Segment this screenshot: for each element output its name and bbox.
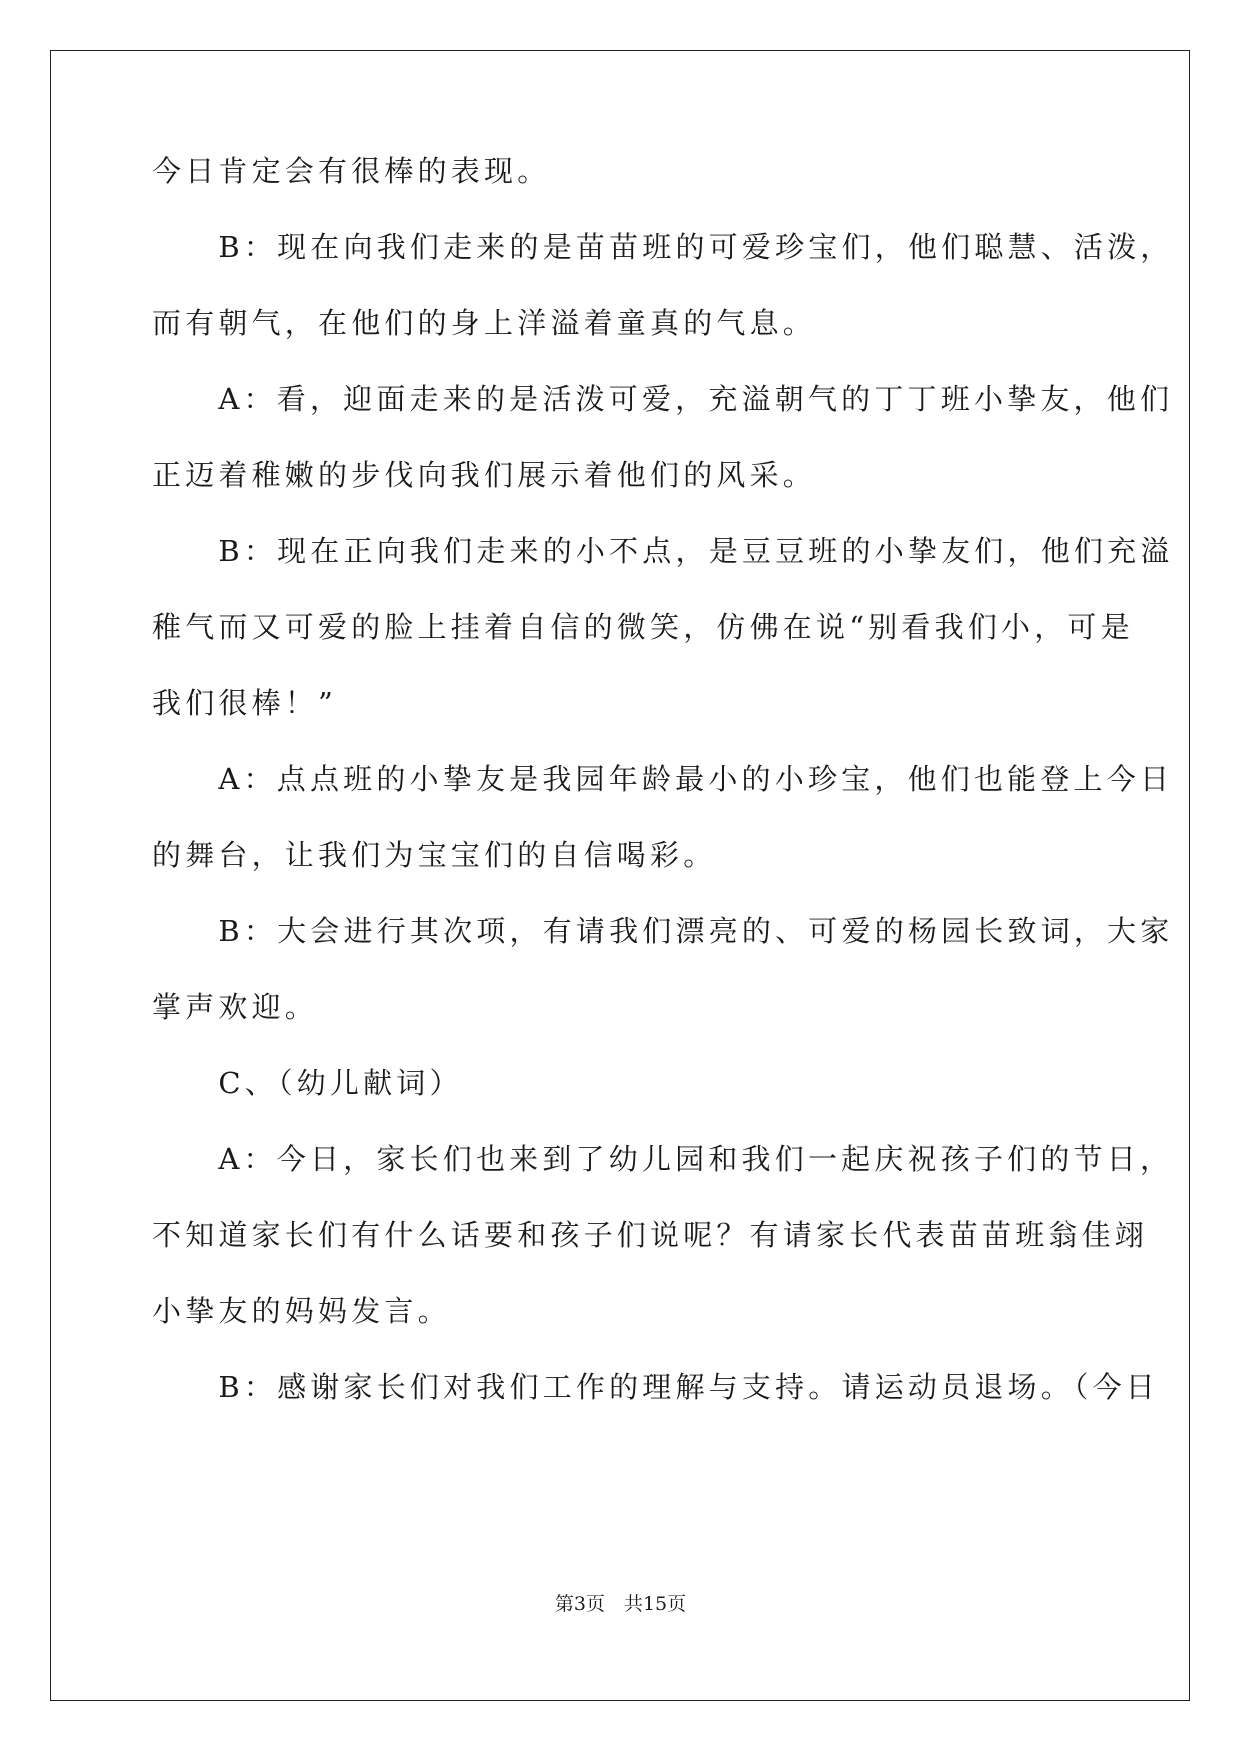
text-line: B：现在向我们走来的是苗苗班的可爱珍宝们，他们聪慧、活泼， (152, 230, 1174, 264)
text-line: A：今日，家长们也来到了幼儿园和我们一起庆祝孩子们的节日， (152, 1142, 1174, 1176)
text-line: A：看，迎面走来的是活泼可爱，充溢朝气的丁丁班小挚友，他们 (152, 382, 1174, 416)
text-line: 我们很棒！” (152, 686, 338, 720)
text-line: B：大会进行其次项，有请我们漂亮的、可爱的杨园长致词，大家 (152, 914, 1174, 948)
text-line: 而有朝气，在他们的身上洋溢着童真的气息。 (152, 306, 817, 340)
text-line: C、（幼儿献词） (152, 1066, 463, 1100)
text-line: 不知道家长们有什么话要和孩子们说呢？有请家长代表苗苗班翁佳翊 (152, 1218, 1149, 1252)
text-line: 掌声欢迎。 (152, 990, 319, 1024)
text-line: 稚气而又可爱的脸上挂着自信的微笑，仿佛在说“别看我们小，可是 (152, 610, 1134, 644)
page-number-footer: 第3页 共15页 (554, 1593, 687, 1615)
text-line: B：现在正向我们走来的小不点，是豆豆班的小挚友们，他们充溢 (152, 534, 1174, 568)
text-line: B：感谢家长们对我们工作的理解与支持。请运动员退场。（今日 (152, 1370, 1160, 1404)
page-border (50, 50, 1190, 1701)
text-line: 的舞台，让我们为宝宝们的自信喝彩。 (152, 838, 717, 872)
text-line: A：点点班的小挚友是我园年龄最小的小珍宝，他们也能登上今日 (152, 762, 1174, 796)
text-line: 今日肯定会有很棒的表现。 (152, 154, 551, 188)
text-line: 小挚友的妈妈发言。 (152, 1294, 451, 1328)
text-line: 正迈着稚嫩的步伐向我们展示着他们的风采。 (152, 458, 817, 492)
